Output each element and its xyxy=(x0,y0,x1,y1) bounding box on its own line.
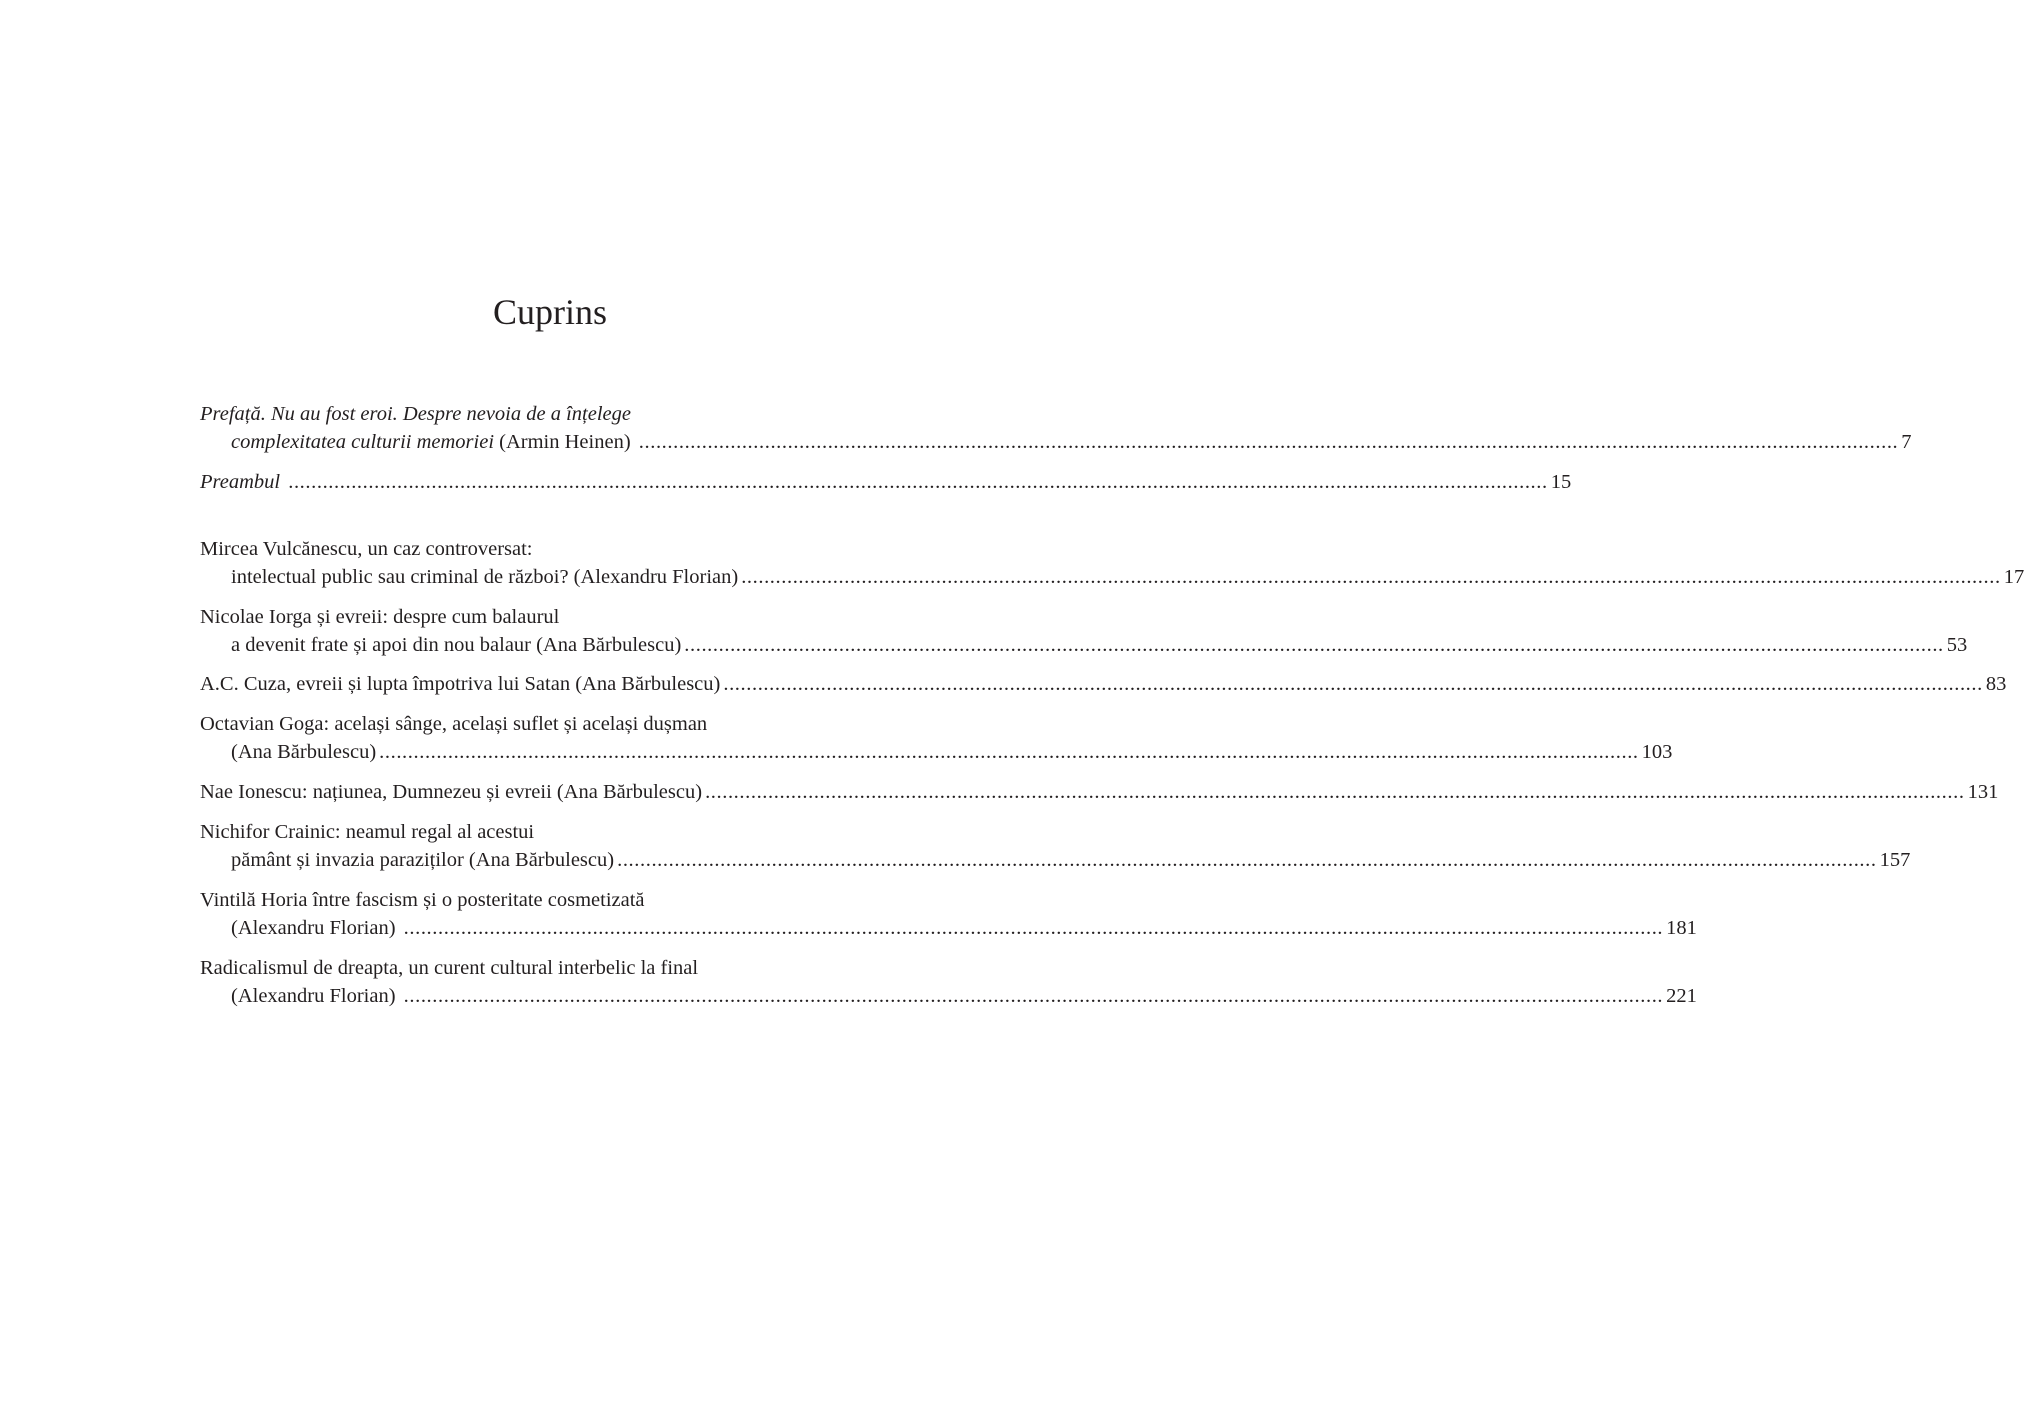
toc-page-number: 131 xyxy=(1967,781,1999,803)
toc-entry-ionescu xyxy=(200,778,1999,806)
toc-page-number: 157 xyxy=(1879,849,1911,871)
toc-entry-goga xyxy=(200,710,1673,766)
dot-leader: ............................................................................................................................................................................................................................ xyxy=(403,985,1664,1007)
toc-entry-last-line xyxy=(200,428,1912,456)
toc-entry-last-line xyxy=(200,914,1697,942)
toc-entry-title-line: Nicolae Iorga și evreii: despre cum balaurul xyxy=(200,606,560,628)
toc-page-number: 15 xyxy=(1550,471,1572,493)
dot-leader: ............................................................................................................................................................................................................................ xyxy=(379,741,1639,763)
toc-page-number: 53 xyxy=(1946,634,1968,656)
toc-entry-last-line xyxy=(200,563,2024,591)
toc-entry-last-line xyxy=(200,631,1968,659)
toc-page-number: 221 xyxy=(1666,985,1697,1007)
toc-entry-preface xyxy=(200,400,1912,456)
toc-entry-last-line xyxy=(200,982,1697,1010)
toc-entry-author: (Armin Heinen) xyxy=(494,431,636,453)
page-title: Cuprins xyxy=(492,292,607,332)
toc-page-number: 103 xyxy=(1641,741,1673,763)
toc-entry-last-line xyxy=(200,738,1673,766)
toc-entry-last-line xyxy=(200,670,2007,698)
toc-page-number: 17 xyxy=(2003,566,2024,588)
toc-page-number: 7 xyxy=(1901,431,1912,453)
dot-leader: ............................................................................................................................................................................................................................ xyxy=(684,634,1944,656)
toc-entry-last-line xyxy=(200,846,1911,874)
toc-entry-title: A.C. Cuza, evreii și lupta împotriva lui Satan (Ana Bărbulescu) xyxy=(200,673,721,695)
dot-leader: ............................................................................................................................................................................................................................ xyxy=(617,849,1877,871)
toc-entry-title-italic: complexitatea culturii memoriei xyxy=(231,431,495,453)
dot-leader: ............................................................................................................................................................................................................................ xyxy=(288,471,1548,493)
toc-entry-author: (Alexandru Florian) xyxy=(231,985,401,1007)
toc-entry-title-line: Nichifor Crainic: neamul regal al acestui xyxy=(200,821,535,843)
toc-page-number: 83 xyxy=(1985,673,2007,695)
toc-entry-preamble xyxy=(200,468,1572,496)
toc-entry-title-italic: Preambul xyxy=(200,471,281,493)
toc-entry-title-line: Prefață. Nu au fost eroi. Despre nevoia de a înțelege xyxy=(200,403,631,425)
toc-entry-horia xyxy=(200,886,1697,942)
toc-entry-title-line: Radicalismul de dreapta, un curent cultural interbelic la final xyxy=(200,957,699,979)
toc-entry-spacer xyxy=(280,468,285,496)
dot-leader: ............................................................................................................................................................................................................................ xyxy=(403,917,1664,939)
toc-page-number: 181 xyxy=(1666,917,1697,939)
toc-entry-title-line: Mircea Vulcănescu, un caz controversat: xyxy=(200,538,533,560)
dot-leader: ............................................................................................................................................................................................................................ xyxy=(723,673,1983,695)
toc-entry-last-line xyxy=(200,778,1999,806)
toc-entry-title: Nae Ionescu: națiunea, Dumnezeu și evreii (Ana Bărbulescu) xyxy=(200,781,703,803)
dot-leader: ............................................................................................................................................................................................................................ xyxy=(705,781,1965,803)
toc-entry-crainic xyxy=(200,818,1911,874)
toc-entry-last-line xyxy=(200,468,1572,496)
toc-entry-title-continued: pământ și invazia paraziților (Ana Bărbulescu) xyxy=(231,849,615,871)
toc-entry-author: (Alexandru Florian) xyxy=(231,917,401,939)
toc-entry-title-line: Octavian Goga: același sânge, același suflet și același dușman xyxy=(200,713,708,735)
toc-entry-title-continued: a devenit frate și apoi din nou balaur (Ana Bărbulescu) xyxy=(231,634,682,656)
toc-entry-radicalism xyxy=(200,954,1697,1010)
dot-leader: ............................................................................................................................................................................................................................ xyxy=(638,431,1899,453)
toc-entry-author: (Ana Bărbulescu) xyxy=(231,741,377,763)
toc-entry-title-continued: intelectual public sau criminal de război? (Alexandru Florian) xyxy=(231,566,739,588)
toc-entry-title-line: Vintilă Horia între fascism și o posteritate cosmetizată xyxy=(200,889,645,911)
dot-leader: ............................................................................................................................................................................................................................ xyxy=(741,566,2001,588)
toc-entry-vulcanescu xyxy=(200,535,2024,591)
toc-entry-cuza xyxy=(200,670,2007,698)
toc-entry-iorga xyxy=(200,603,1968,659)
